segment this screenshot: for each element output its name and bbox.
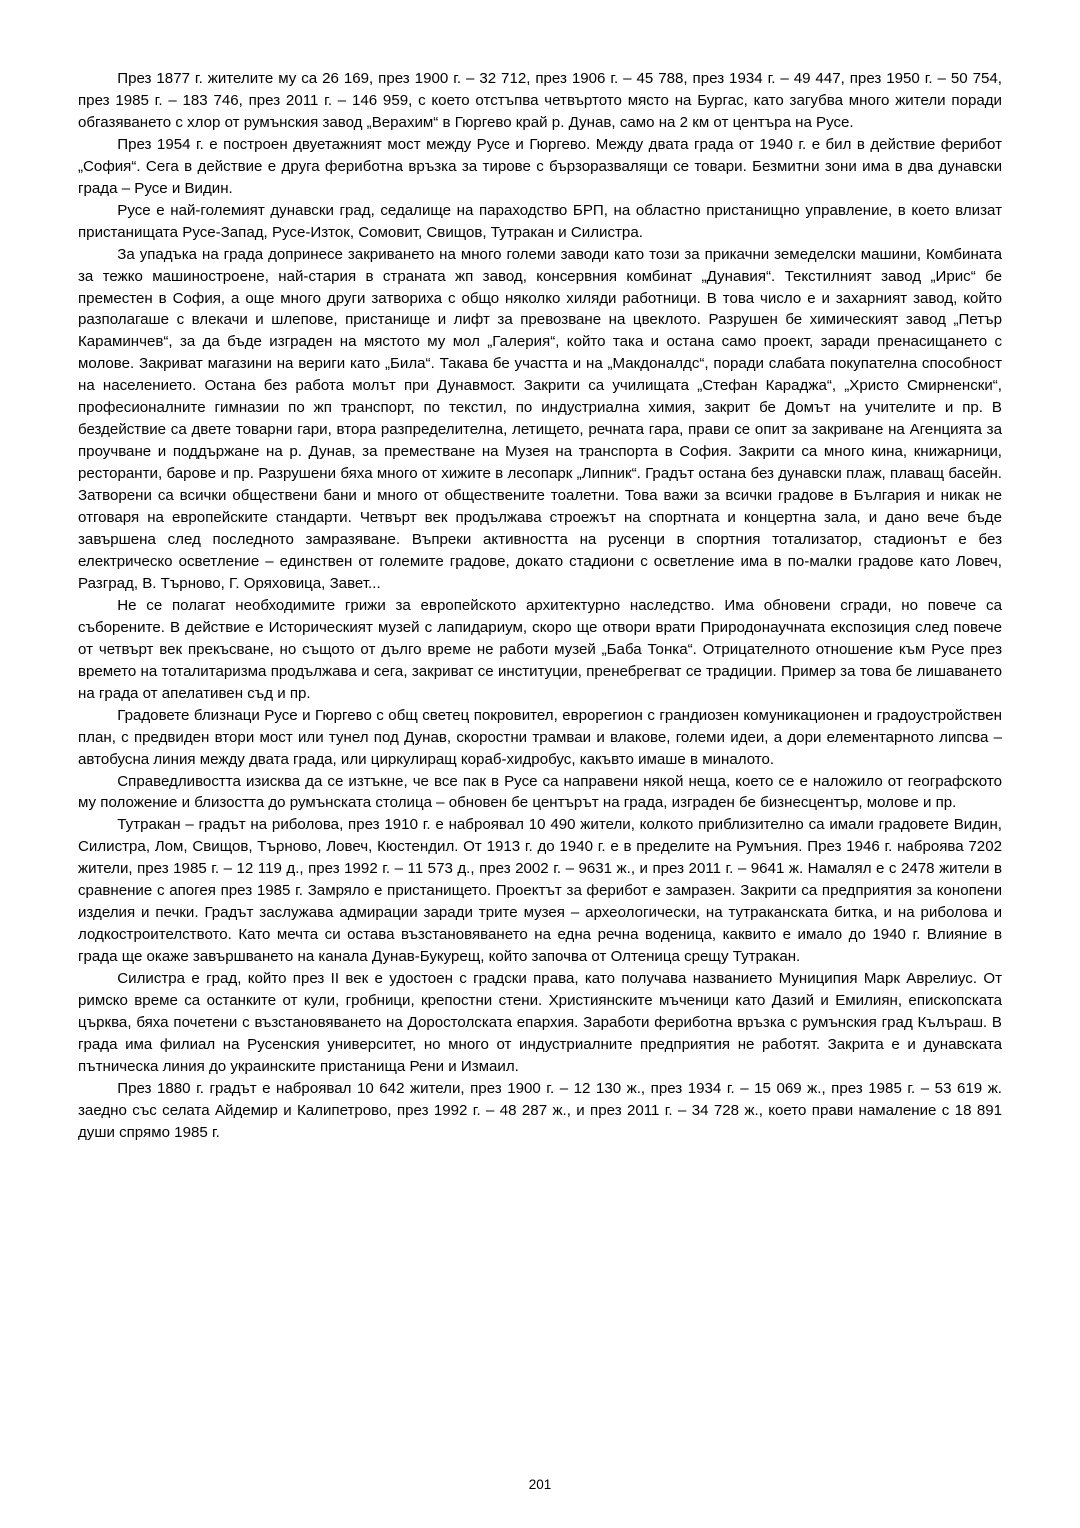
paragraph: През 1877 г. жителите му са 26 169, през 1900 г. – 32 712, през 1906 г. – 45 788, през 1934 г. – 49 447, през 1950 г. – 50 754, през 1985 г. – 183 746, през 2011 г. – 146 959, с което отстъпва четвъртото място на Бургас, като загубва много жители поради обгазяването с хлор от румънския завод „Верахим“ в Гюргево край р. Дунав, само на 2 км от центъра на Русе. xyxy=(78,70,1002,131)
paragraph: Не се полагат необходимите грижи за европейското архитектурно наследство. Има обновени сгради, но повече са съборените. В действие е Историческият музей с лапидариум, скоро ще отвори врати Природонаучната експозиция след повече от четвърт век прекъсване, но същото от дълго време не работи музей „Баба Тонка“. Отрицателното отношение към Русе през времето на тоталитаризма продължава и сега, закриват се институции, пренебрегват се традиции. Пример за това бе лишаването на града от апелативен съд и пр. xyxy=(78,596,1002,702)
page-number: 201 xyxy=(528,1477,552,1492)
paragraph: През 1880 г. градът е наброявал 10 642 жители, през 1900 г. – 12 130 ж., през 1934 г. – 15 069 ж., през 1985 г. – 53 619 ж. заедно със селата Айдемир и Калипетрово, през 1992 г. – 48 287 ж., и през 2011 г. – 34 728 ж., което прави намаление с 18 891 души спрямо 1985 г. xyxy=(78,1079,1002,1141)
paragraph: Градовете близнаци Русе и Гюргево с общ светец покровител, еврорегион с грандиозен комуникационен и градоустройствен план, с предвиден втори мост или тунел под Дунав, скоростни трамваи и влакове, големи идеи, а дори елементарното липсва – автобусна линия между двата града, или циркулиращ кораб-хидробус, какъвто имаше в миналото. xyxy=(78,706,1002,768)
paragraph: Справедливостта изисква да се изтъкне, че все пак в Русе са направени някой неща, което се е наложило от географското му положение и близостта до румънската столица – обновен бе центърът на града, изграден бе бизнесцентър, молове и пр. xyxy=(78,772,1002,812)
paragraph: За упадъка на града допринесе закриването на много големи заводи като този за прикачни земеделски машини, Комбината за тежко машиностроене, най-стария в страната жп завод, консервния комбинат „Дунавия“. Текстилният завод „Ирис“ бе преместен в София, а още много други затвориха с общо няколко хиляди работници. В това число е и захарният завод, който разполагаше с влекачи и шлепове, пристанище и лифт за превозване на цвеклото. Разрушен бе химическият завод „Петър Караминчев“, за да бъде изграден на мястото му мол „Галерия“, който така и остана само проект, заради пренасищането с молове. Закриват магазини на вериги като „Била“. Такава бе участта и на „Макдоналдс“, поради слабата покупателна способност на населението. Остана без работа молът при Дунавмост. Закрити са училищата „Стефан Караджа“, „Христо Смирненски“, професионалните гимназии по жп транспорт, по текстил, по индустриална химия, закрит бе Домът на учителите и пр. В бездействие са двете товарни гари, втора разпределителна, летището, речната гара, прави се опит за закриване на Агенцията за проучване и поддържане на р. Дунав, за преместване на Музея на транспорта в София. Закрити са много кина, книжарници, ресторанти, барове и пр. Разрушени бяха много от хижите в лесопарк „Липник“. Градът остана без дунавски плаж, плаващ басейн. Затворени са всички обществени бани и много от обществените тоалетни. Това важи за всички градове в България и никак не отговаря на европейските стандарти. Четвърт век продължава строежът на спортната и концертна зала, и дано вече бъде завършена след последното замразяване. Въпреки активността на русенци в спортния тотализатор, стадионът е без електрическо осветление – единствен от големите градове, докато стадиони с осветление има в по-малки градове като Ловеч, Разград, В. Търново, Г. Оряховица, Завет... xyxy=(78,245,1002,592)
paragraph: През 1954 г. е построен двуетажният мост между Русе и Гюргево. Между двата града от 1940 г. е бил в действие ферибот „София“. Сега в действие е друга фериботна връзка за тирове с бързоразвалящи се товари. Безмитни зони има в два дунавски града – Русе и Видин. xyxy=(78,135,1002,197)
page-body xyxy=(78,68,1002,1144)
paragraph: Русе е най-големият дунавски град, седалище на параходство БРП, на областно пристанищно управление, в което влизат пристанищата Русе-Запад, Русе-Изток, Сомовит, Свищов, Тутракан и Силистра. xyxy=(78,201,1002,241)
paragraph: Тутракан – градът на риболова, през 1910 г. е наброявал 10 490 жители, колкото приблизително са имали градовете Видин, Силистра, Лом, Свищов, Търново, Ловеч, Кюстендил. От 1913 г. до 1940 г. е в пределите на Румъния. През 1946 г. наброява 7202 жители, през 1985 г. – 12 119 д., през 1992 г. – 11 573 д., през 2002 г. – 9631 ж., и през 2011 г. – 9641 ж. Намалял е с 2478 жители в сравнение с апогея през 1985 г. Замряло е пристанището. Проектът за ферибот е замразен. Закрити са предприятия за конопени изделия и печки. Градът заслужава адмирации заради трите музея – археологически, на тутраканската битка, и на риболова и лодкостроителството. Като мечта си остава възстановяването на една речна воденица, каквито е имало до 1940 г. Влияние в града ще окаже завършването на канала Дунав-Букурещ, който започва от Олтеница срещу Тутракан. xyxy=(78,816,1002,966)
paragraph: Силистра е град, който през II век е удостоен с градски права, като получава названието Муниципия Марк Аврелиус. От римско време са останките от кули, гробници, крепостни стени. Християнските мъченици като Дазий и Емилиян, епископската църква, бяха почетени с възстановяването на Доростолската епархия. Заработи фериботна връзка с румънския град Кълъраш. В града има филиал на Русенския университет, но много от индустриалните предприятия не работят. Закрита е и дунавската пътническа линия до украинските пристанища Рени и Измаил. xyxy=(78,970,1002,1075)
